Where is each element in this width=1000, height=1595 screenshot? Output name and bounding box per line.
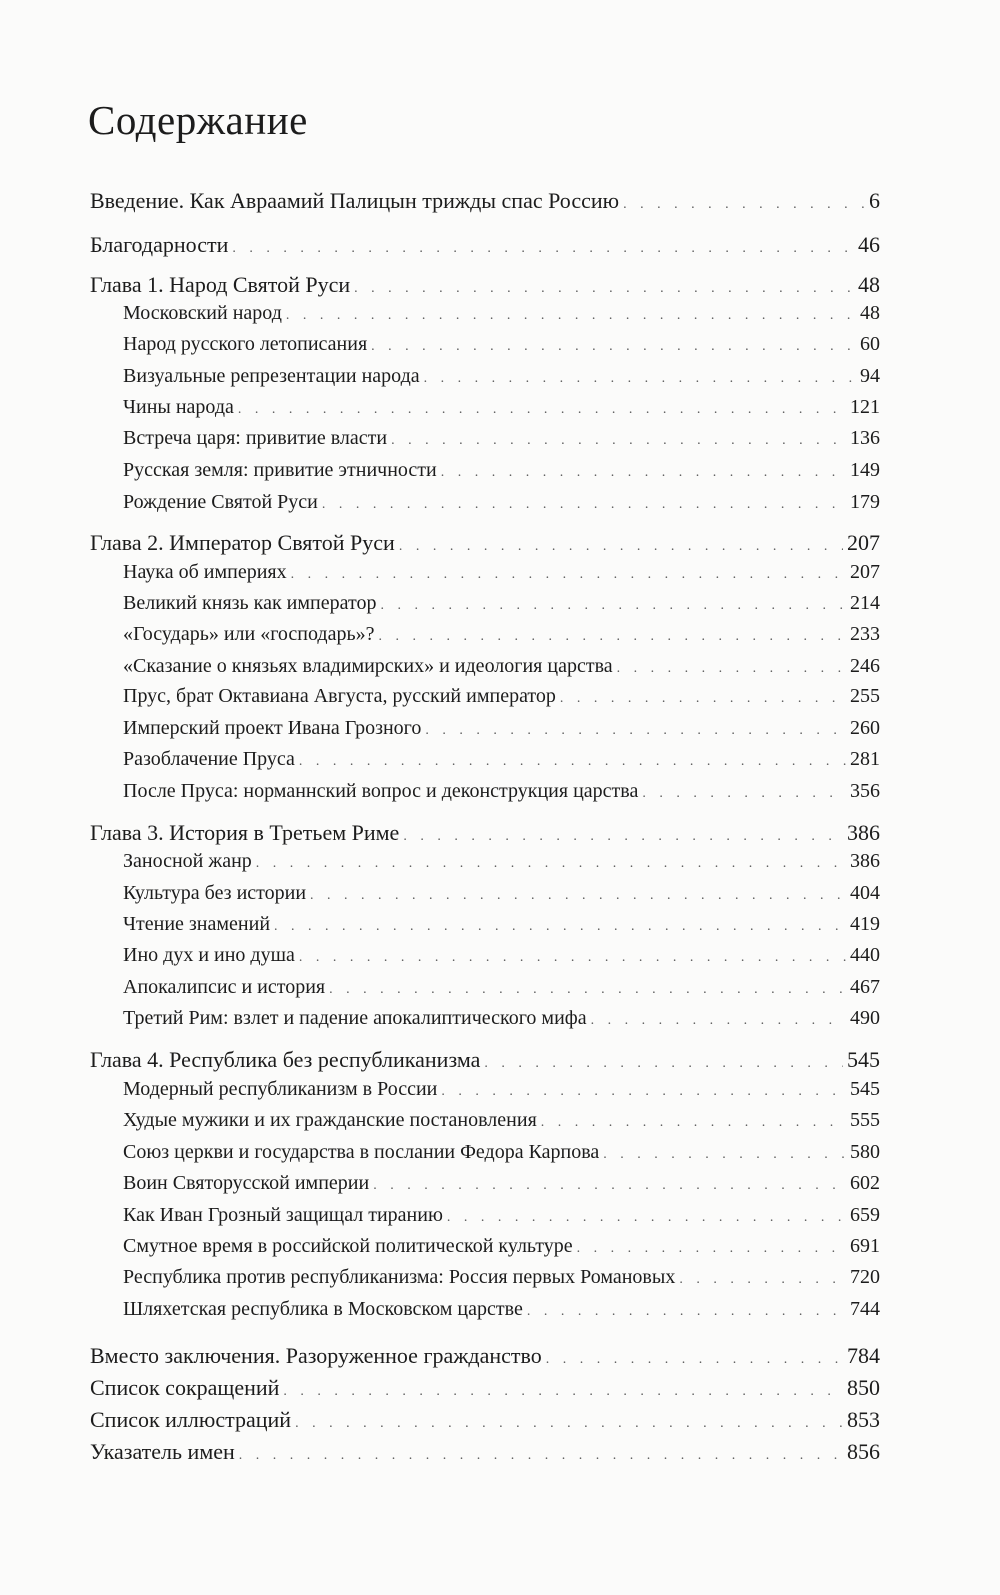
- toc-subentry: [123, 427, 880, 450]
- dot-leader: [239, 1448, 843, 1464]
- toc-page-number: 490: [850, 1007, 880, 1029]
- toc-subentry: [123, 491, 880, 514]
- toc-subentry: [123, 561, 880, 584]
- toc-subentry: [123, 655, 880, 678]
- toc-entry-title: Разоблачение Пруса: [123, 748, 295, 770]
- toc-page-number: 784: [847, 1343, 880, 1368]
- toc-page-number: 149: [850, 459, 880, 481]
- toc-entry-title: Чины народа: [123, 396, 234, 418]
- toc-entry-title: Республика против республиканизма: Россия первых Романовых: [123, 1266, 676, 1288]
- toc-entry: [90, 1439, 880, 1465]
- toc-subentry: [123, 944, 880, 967]
- toc-entry-title: Благодарности: [90, 232, 229, 257]
- dot-leader: [373, 1178, 846, 1194]
- toc-entry-title: Указатель имен: [90, 1439, 235, 1464]
- toc-entry-title: Народ русского летописания: [123, 333, 368, 355]
- toc-page-number: 545: [847, 1047, 880, 1072]
- dot-leader: [623, 197, 865, 213]
- dot-leader: [232, 241, 854, 257]
- dot-leader: [256, 856, 846, 872]
- toc-page-number: 691: [850, 1235, 880, 1257]
- toc-subentry: [123, 1109, 880, 1132]
- toc-entry-title: Шляхетская республика в Московском царстве: [123, 1298, 523, 1320]
- toc-subentry: [123, 1235, 880, 1258]
- toc-entry: [90, 272, 880, 298]
- toc-subentry: [123, 1266, 880, 1289]
- dot-leader: [238, 402, 846, 418]
- toc-page-number: 850: [847, 1375, 880, 1400]
- dot-leader: [425, 723, 846, 739]
- toc-subentry: [123, 333, 880, 356]
- toc-entry-title: Список иллюстраций: [90, 1407, 292, 1432]
- toc-entry: [90, 1343, 880, 1369]
- toc-entry-title: Ино дух и ино душа: [123, 944, 295, 966]
- toc-subentry: [123, 623, 880, 646]
- toc-entry-title: После Пруса: норманнский вопрос и деконструкция царства: [123, 780, 639, 802]
- toc-subentry: [123, 1298, 880, 1321]
- toc-entry: [90, 1407, 880, 1433]
- dot-leader: [603, 1147, 846, 1163]
- toc-page-number: 545: [850, 1078, 880, 1100]
- toc-page-number: 207: [850, 561, 880, 583]
- toc-entry-title: Глава 1. Народ Святой Руси: [90, 272, 351, 297]
- toc-entry-title: «Государь» или «господарь»?: [123, 623, 375, 645]
- toc-page-number: 233: [850, 623, 880, 645]
- toc-entry-title: Наука об империях: [123, 561, 287, 583]
- toc-entry-title: Визуальные репрезентации народа: [123, 365, 420, 387]
- toc-subentry: [123, 1007, 880, 1030]
- toc-entry-title: Глава 4. Республика без республиканизма: [90, 1047, 481, 1072]
- dot-leader: [577, 1241, 846, 1257]
- toc-subentry: [123, 1172, 880, 1195]
- toc-page-number: 179: [850, 491, 880, 513]
- dot-leader: [283, 1384, 843, 1400]
- dot-leader: [391, 433, 846, 449]
- dot-leader: [560, 691, 846, 707]
- dot-leader: [541, 1115, 846, 1131]
- toc-entry: [90, 188, 880, 214]
- dot-leader: [299, 754, 846, 770]
- toc-subentry: [123, 780, 880, 803]
- toc-entry-title: Великий князь как император: [123, 592, 377, 614]
- toc-page-number: 856: [847, 1439, 880, 1464]
- toc-entry-title: Воин Святорусской империи: [123, 1172, 370, 1194]
- toc-subentry: [123, 748, 880, 771]
- dot-leader: [447, 1210, 846, 1226]
- toc-page-number: 467: [850, 976, 880, 998]
- toc-entry: [90, 232, 880, 258]
- dot-leader: [378, 629, 846, 645]
- toc-entry-title: Рождение Святой Руси: [123, 491, 318, 513]
- toc-page-number: 580: [850, 1141, 880, 1163]
- toc-page-number: 246: [850, 655, 880, 677]
- toc-subentry: [123, 592, 880, 615]
- dot-leader: [617, 661, 846, 677]
- toc-entry-title: Апокалипсис и история: [123, 976, 326, 998]
- toc-entry-title: Глава 2. Император Святой Руси: [90, 530, 395, 555]
- toc-entry-title: Союз церкви и государства в послании Федора Карпова: [123, 1141, 600, 1163]
- toc-entry: [90, 1047, 880, 1073]
- toc-entry-title: Глава 3. История в Третьем Риме: [90, 820, 400, 845]
- toc-entry-title: Вместо заключения. Разоруженное гражданство: [90, 1343, 542, 1368]
- toc-page-number: 356: [850, 780, 880, 802]
- toc-page-number: 386: [850, 850, 880, 872]
- toc-entry-title: Третий Рим: взлет и падение апокалиптического мифа: [123, 1007, 587, 1029]
- dot-leader: [354, 281, 854, 297]
- toc-page-number: 214: [850, 592, 880, 614]
- toc-subentry: [123, 1141, 880, 1164]
- toc-entry-title: Худые мужики и их гражданские постановления: [123, 1109, 537, 1131]
- toc-subentry: [123, 365, 880, 388]
- toc-entry-title: Имперский проект Ивана Грозного: [123, 717, 422, 739]
- toc-subentry: [123, 882, 880, 905]
- toc-subentry: [123, 913, 880, 936]
- toc-entry-title: Русская земля: привитие этничности: [123, 459, 437, 481]
- dot-leader: [371, 339, 856, 355]
- dot-leader: [441, 1084, 846, 1100]
- toc-subentry: [123, 717, 880, 740]
- toc-page-number: 281: [850, 748, 880, 770]
- dot-leader: [591, 1013, 846, 1029]
- dot-leader: [322, 497, 846, 513]
- toc-subentry: [123, 459, 880, 482]
- toc-page-number: 48: [860, 302, 880, 324]
- dot-leader: [546, 1352, 843, 1368]
- toc-page-number: 404: [850, 882, 880, 904]
- toc-entry-title: Московский народ: [123, 302, 282, 324]
- toc-entry-title: Культура без истории: [123, 882, 307, 904]
- dot-leader: [484, 1056, 843, 1072]
- dot-leader: [424, 371, 856, 387]
- dot-leader: [441, 465, 846, 481]
- toc-entry-title: Заносной жанр: [123, 850, 252, 872]
- page-title: Содержание: [88, 97, 308, 143]
- dot-leader: [295, 1416, 843, 1432]
- dot-leader: [403, 829, 843, 845]
- toc-subentry: [123, 976, 880, 999]
- dot-leader: [380, 598, 846, 614]
- dot-leader: [286, 308, 856, 324]
- toc-entry-title: Список сокращений: [90, 1375, 280, 1400]
- toc-page-number: 255: [850, 685, 880, 707]
- toc-entry-title: Смутное время в российской политической культуре: [123, 1235, 573, 1257]
- dot-leader: [329, 982, 846, 998]
- dot-leader: [299, 950, 846, 966]
- toc-entry-title: Модерный республиканизм в России: [123, 1078, 438, 1100]
- toc-page-number: 48: [858, 272, 880, 297]
- toc-subentry: [123, 850, 880, 873]
- toc-subentry: [123, 1078, 880, 1101]
- dot-leader: [291, 567, 846, 583]
- toc-entry-title: Введение. Как Авраамий Палицын трижды спас Россию: [90, 188, 620, 213]
- toc-subentry: [123, 396, 880, 419]
- toc-page-number: 121: [850, 396, 880, 418]
- toc-subentry: [123, 302, 880, 325]
- dot-leader: [310, 888, 846, 904]
- toc-page-number: 440: [850, 944, 880, 966]
- dot-leader: [642, 786, 846, 802]
- dot-leader: [274, 919, 846, 935]
- toc-entry: [90, 1375, 880, 1401]
- toc-page-number: 853: [847, 1407, 880, 1432]
- toc-entry: [90, 530, 880, 556]
- toc-page-number: 94: [860, 365, 880, 387]
- toc-entry-title: Чтение знамений: [123, 913, 271, 935]
- toc-entry-title: «Сказание о князьях владимирских» и идеология царства: [123, 655, 613, 677]
- dot-leader: [399, 539, 843, 555]
- toc-page-number: 659: [850, 1204, 880, 1226]
- toc-page-number: 207: [847, 530, 880, 555]
- dot-leader: [527, 1304, 846, 1320]
- toc-page-number: 260: [850, 717, 880, 739]
- toc-page-number: 419: [850, 913, 880, 935]
- toc-entry-title: Как Иван Грозный защищал тиранию: [123, 1204, 443, 1226]
- toc-subentry: [123, 1204, 880, 1227]
- toc-page-number: 60: [860, 333, 880, 355]
- toc-page-number: 555: [850, 1109, 880, 1131]
- toc-entry-title: Прус, брат Октавиана Августа, русский император: [123, 685, 556, 707]
- toc-entry-title: Встреча царя: привитие власти: [123, 427, 388, 449]
- toc-page-number: 720: [850, 1266, 880, 1288]
- toc-page-number: 46: [858, 232, 880, 257]
- toc-page-number: 386: [847, 820, 880, 845]
- toc-page-number: 6: [869, 188, 880, 213]
- dot-leader: [679, 1272, 846, 1288]
- toc-page-number: 602: [850, 1172, 880, 1194]
- toc-entry: [90, 820, 880, 846]
- toc-page-number: 136: [850, 427, 880, 449]
- toc-page-number: 744: [850, 1298, 880, 1320]
- toc-subentry: [123, 685, 880, 708]
